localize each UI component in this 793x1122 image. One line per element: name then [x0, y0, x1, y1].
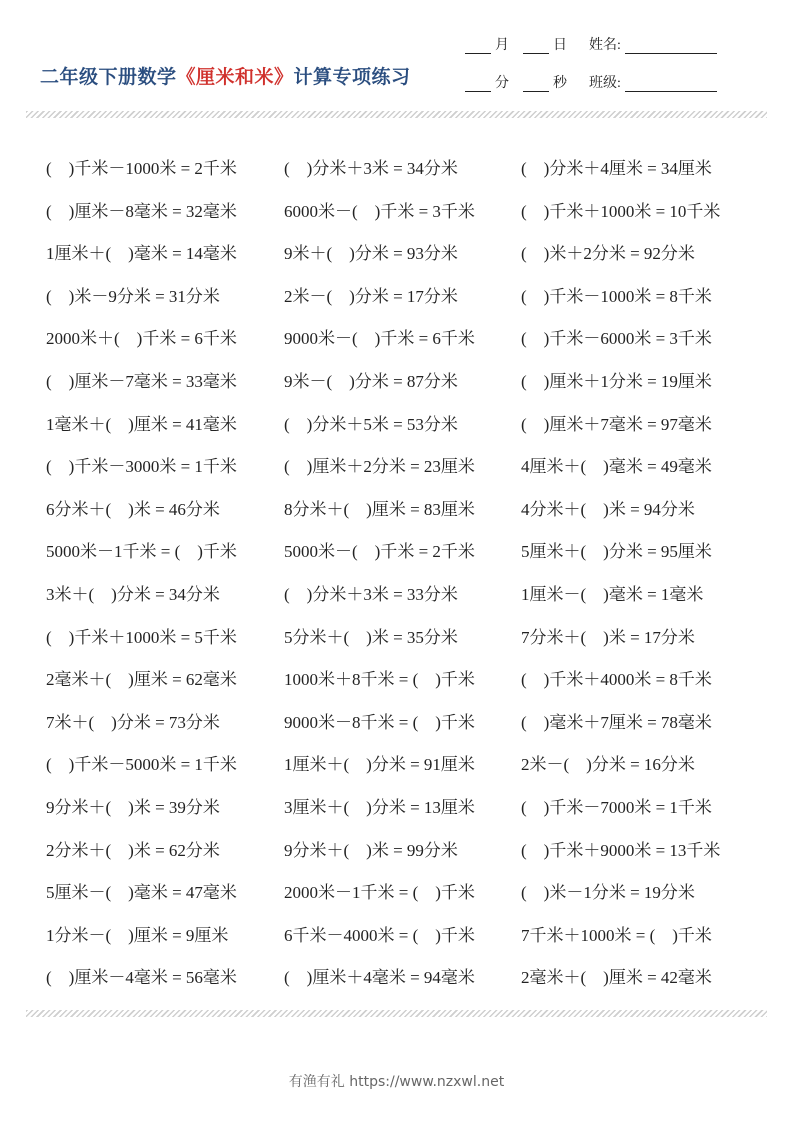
exercise-problem[interactable]: ( )千米－1000米 = 8千米 [521, 286, 712, 306]
second-blank[interactable] [523, 77, 549, 92]
exercise-row [46, 402, 766, 445]
exercise-problem[interactable]: 2分米＋( )米 = 62分米 [46, 840, 220, 860]
day-label: 日 [553, 38, 567, 53]
exercise-problem[interactable]: 4分米＋( )米 = 94分米 [521, 499, 695, 519]
exercise-problem[interactable]: ( )厘米－4毫米 = 56毫米 [46, 968, 237, 988]
footer-text: 有渔有礼 https://www.nzxwl.net [288, 1074, 505, 1090]
exercise-problem[interactable]: ( )米－9分米 = 31分米 [46, 286, 220, 306]
exercise-problem[interactable]: ( )厘米－7毫米 = 33毫米 [46, 371, 237, 391]
exercise-problem[interactable]: ( )米＋2分米 = 92分米 [521, 244, 695, 264]
exercise-problem[interactable]: 5厘米－( )毫米 = 47毫米 [46, 883, 237, 903]
exercise-problem[interactable]: 5分米＋( )米 = 35分米 [284, 627, 458, 647]
exercise-problem[interactable]: 2毫米＋( )厘米 = 62毫米 [46, 670, 237, 690]
exercise-problem[interactable]: 5000米－( )千米 = 2千米 [284, 542, 475, 562]
exercise-problem[interactable]: 7米＋( )分米 = 73分米 [46, 712, 220, 732]
exercise-problem[interactable]: 6000米－( )千米 = 3千米 [284, 201, 475, 221]
exercise-problem[interactable]: 4厘米＋( )毫米 = 49毫米 [521, 457, 712, 477]
class-blank[interactable] [625, 77, 717, 92]
exercise-row [46, 316, 766, 359]
exercise-row [46, 742, 766, 785]
exercise-problem[interactable]: 9分米＋( )米 = 99分米 [284, 840, 458, 860]
exercise-row [46, 529, 766, 572]
exercise-row [46, 231, 766, 274]
exercise-problem[interactable]: ( )千米－3000米 = 1千米 [46, 457, 237, 477]
exercise-problem[interactable]: ( )厘米＋2分米 = 23厘米 [284, 457, 475, 477]
exercise-problem[interactable]: ( )千米＋9000米 = 13千米 [521, 840, 721, 860]
exercise-problem[interactable]: 2米－( )分米 = 17分米 [284, 286, 458, 306]
exercise-row [46, 955, 766, 998]
exercise-problem[interactable]: ( )千米＋4000米 = 8千米 [521, 670, 712, 690]
exercise-row [46, 785, 766, 828]
exercise-row [46, 700, 766, 743]
exercise-problem[interactable]: 7分米＋( )米 = 17分米 [521, 627, 695, 647]
day-blank[interactable] [523, 39, 549, 54]
exercise-row [46, 870, 766, 913]
exercise-problem[interactable]: ( )米－1分米 = 19分米 [521, 883, 695, 903]
title-part-practice: 计算专项练习 [293, 66, 411, 88]
exercise-problem[interactable]: 5000米－1千米 = ( )千米 [46, 542, 237, 562]
name-blank[interactable] [625, 39, 717, 54]
exercise-problem[interactable]: ( )分米＋3米 = 33分米 [284, 584, 458, 604]
name-field [589, 34, 717, 54]
page-title [40, 62, 411, 89]
exercise-problem[interactable]: 9米－( )分米 = 87分米 [284, 371, 458, 391]
exercise-problem[interactable]: 2米－( )分米 = 16分米 [521, 755, 695, 775]
exercise-problem[interactable]: ( )分米＋5米 = 53分米 [284, 414, 458, 434]
month-blank[interactable] [465, 39, 491, 54]
exercise-problem[interactable]: 9米＋( )分米 = 93分米 [284, 244, 458, 264]
class-field [589, 72, 717, 92]
title-part-topic: 《厘米和米》 [176, 66, 294, 88]
exercise-problem[interactable]: ( )千米－5000米 = 1千米 [46, 755, 237, 775]
exercise-row [46, 444, 766, 487]
exercise-problem[interactable]: 9000米－8千米 = ( )千米 [284, 712, 475, 732]
minute-blank[interactable] [465, 77, 491, 92]
exercise-row [46, 189, 766, 232]
exercise-problem[interactable]: 6千米－4000米 = ( )千米 [284, 925, 475, 945]
exercise-row [46, 359, 766, 402]
exercise-problem[interactable]: ( )千米＋1000米 = 5千米 [46, 627, 237, 647]
exercise-problem[interactable]: ( )千米－6000米 = 3千米 [521, 329, 712, 349]
exercise-problem[interactable]: 2毫米＋( )厘米 = 42毫米 [521, 968, 712, 988]
name-label: 姓名: [589, 38, 621, 53]
exercise-problem[interactable]: 9分米＋( )米 = 39分米 [46, 797, 220, 817]
exercise-grid [46, 146, 766, 998]
exercise-row [46, 828, 766, 871]
exercise-problem[interactable]: 9000米－( )千米 = 6千米 [284, 329, 475, 349]
exercise-row [46, 913, 766, 956]
exercise-problem[interactable]: 6分米＋( )米 = 46分米 [46, 499, 220, 519]
class-label: 班级: [589, 76, 621, 91]
exercise-problem[interactable]: ( )厘米＋4毫米 = 94毫米 [284, 968, 475, 988]
second-label: 秒 [553, 76, 567, 91]
exercise-problem[interactable]: 1厘米＋( )分米 = 91厘米 [284, 755, 475, 775]
top-divider [26, 111, 767, 118]
exercise-problem[interactable]: 8分米＋( )厘米 = 83厘米 [284, 499, 475, 519]
exercise-problem[interactable]: ( )厘米＋7毫米 = 97毫米 [521, 414, 712, 434]
time-fields [465, 72, 567, 92]
exercise-problem[interactable]: 1000米＋8千米 = ( )千米 [284, 670, 475, 690]
exercise-problem[interactable]: 7千米＋1000米 = ( )千米 [521, 925, 712, 945]
minute-label: 分 [495, 76, 509, 91]
exercise-row [46, 572, 766, 615]
exercise-problem[interactable]: ( )分米＋3米 = 34分米 [284, 159, 458, 178]
exercise-problem[interactable]: ( )分米＋4厘米 = 34厘米 [521, 159, 712, 178]
exercise-problem[interactable]: 1毫米＋( )厘米 = 41毫米 [46, 414, 237, 434]
exercise-problem[interactable]: ( )千米－1000米 = 2千米 [46, 159, 237, 178]
exercise-problem[interactable]: 2000米＋( )千米 = 6千米 [46, 329, 237, 349]
exercise-problem[interactable]: 3米＋( )分米 = 34分米 [46, 584, 220, 604]
exercise-problem[interactable]: 1分米－( )厘米 = 9厘米 [46, 925, 229, 945]
exercise-problem[interactable]: 2000米－1千米 = ( )千米 [284, 883, 475, 903]
exercise-row [46, 146, 766, 189]
exercise-row [46, 487, 766, 530]
exercise-problem[interactable]: 1厘米＋( )毫米 = 14毫米 [46, 244, 237, 264]
exercise-row [46, 657, 766, 700]
month-label: 月 [495, 38, 509, 53]
exercise-problem[interactable]: ( )厘米＋1分米 = 19厘米 [521, 371, 712, 391]
exercise-problem[interactable]: ( )千米＋1000米 = 10千米 [521, 201, 721, 221]
bottom-divider [26, 1010, 767, 1017]
exercise-problem[interactable]: ( )毫米＋7厘米 = 78毫米 [521, 712, 712, 732]
exercise-problem[interactable]: ( )千米－7000米 = 1千米 [521, 797, 712, 817]
exercise-problem[interactable]: 3厘米＋( )分米 = 13厘米 [284, 797, 475, 817]
date-fields [465, 34, 567, 54]
title-part-grade: 二年级下册数学 [40, 66, 177, 88]
exercise-row [46, 274, 766, 317]
exercise-row [46, 615, 766, 658]
exercise-problem[interactable]: 1厘米－( )毫米 = 1毫米 [521, 584, 704, 604]
exercise-problem[interactable]: ( )厘米－8毫米 = 32毫米 [46, 201, 237, 221]
exercise-problem[interactable]: 5厘米＋( )分米 = 95厘米 [521, 542, 712, 562]
